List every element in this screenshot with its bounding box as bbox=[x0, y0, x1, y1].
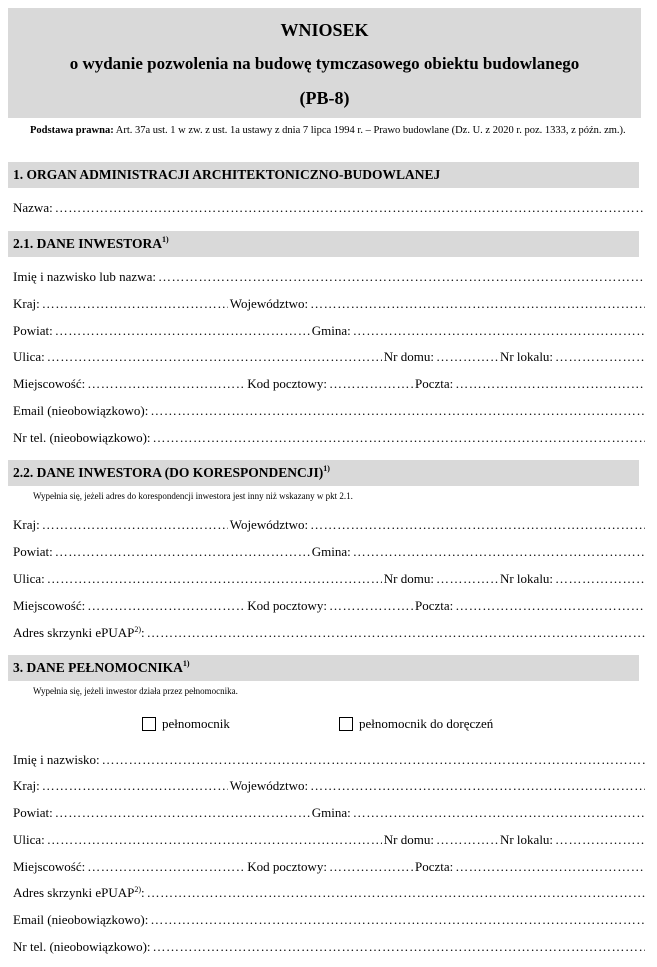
s3-powiat-row bbox=[13, 805, 645, 825]
s21-nr-domu-label: Nr domu: bbox=[383, 349, 434, 364]
s22-ulica-label: Ulica: bbox=[13, 571, 45, 586]
s3-proxy-type bbox=[0, 716, 657, 738]
s3-powiat-field[interactable] bbox=[55, 805, 310, 821]
s21-email-row bbox=[13, 403, 645, 423]
section-2-2-title: 2.2. DANE INWESTORA (DO KORESPONDENCJI) bbox=[13, 465, 324, 480]
s22-nr-lokalu-field[interactable] bbox=[555, 571, 645, 587]
s22-kraj-field[interactable] bbox=[42, 517, 228, 533]
s22-woj-label: Województwo: bbox=[229, 517, 309, 532]
s3-miejsc-field[interactable] bbox=[87, 859, 245, 875]
checkbox-pelnomocnik-box[interactable] bbox=[142, 717, 156, 731]
s3-kraj-row bbox=[13, 778, 645, 798]
s3-poczta-label: Poczta: bbox=[415, 859, 454, 874]
section-2-1-title: 2.1. DANE INWESTORA bbox=[13, 236, 163, 251]
section-2-2-header bbox=[8, 460, 639, 486]
s3-nr-domu-field[interactable] bbox=[436, 832, 498, 848]
s22-kod-label: Kod pocztowy: bbox=[247, 598, 328, 613]
form-title-box bbox=[8, 8, 641, 118]
s22-epuap-text: Adres skrzynki ePUAP bbox=[13, 625, 135, 640]
s21-email-field[interactable] bbox=[150, 403, 645, 419]
s3-imie-field[interactable] bbox=[102, 752, 645, 768]
s21-imie-row bbox=[13, 269, 645, 289]
s3-miejsc-row bbox=[13, 859, 645, 879]
s3-woj-label: Województwo: bbox=[229, 778, 309, 793]
s3-tel-field[interactable] bbox=[153, 939, 645, 955]
form-subtitle: o wydanie pozwolenia na budowę tymczasowego obiektu budowlanego bbox=[69, 54, 580, 73]
s3-tel-label: Nr tel. (nieobowiązkowo): bbox=[13, 939, 151, 954]
s21-miejsc-field[interactable] bbox=[87, 376, 245, 392]
s3-epuap-field[interactable] bbox=[147, 885, 645, 901]
s21-tel-field[interactable] bbox=[153, 430, 645, 446]
s22-woj-field[interactable] bbox=[310, 517, 645, 533]
checkbox-doreczen-label: pełnomocnik do doręczeń bbox=[359, 716, 494, 731]
s3-kod-field[interactable] bbox=[329, 859, 413, 875]
s3-woj-field[interactable] bbox=[310, 778, 645, 794]
s22-epuap-footnote: 2) bbox=[134, 625, 141, 634]
s3-nr-lokalu-field[interactable] bbox=[555, 832, 645, 848]
legal-basis-text: Art. 37a ust. 1 w zw. z ust. 1a ustawy z dnia 7 lipca 1994 r. – Prawo budowlane (Dz. U. z 2020 r. poz. 1333, z późn. zm.). bbox=[113, 125, 626, 136]
s21-nr-lokalu-field[interactable] bbox=[555, 349, 645, 365]
s22-note: Wypełnia się, jeżeli adres do korespondencji inwestora jest inny niż wskazany w pkt 2.1. bbox=[33, 491, 353, 501]
s21-ulica-field[interactable] bbox=[47, 349, 382, 365]
section-1-title: 1. ORGAN ADMINISTRACJI ARCHITEKTONICZNO-BUDOWLANEJ bbox=[13, 167, 441, 182]
s22-nr-domu-label: Nr domu: bbox=[383, 571, 434, 586]
s22-nr-lokalu-label: Nr lokalu: bbox=[499, 571, 554, 586]
s3-kraj-field[interactable] bbox=[42, 778, 228, 794]
s22-powiat-field[interactable] bbox=[55, 544, 310, 560]
s21-tel-row bbox=[13, 430, 645, 450]
s3-nr-lokalu-label: Nr lokalu: bbox=[499, 832, 554, 847]
s22-epuap-row bbox=[13, 625, 645, 645]
s3-epuap-row bbox=[13, 885, 645, 905]
s1-nazwa-field[interactable] bbox=[55, 200, 645, 216]
section-3-footnote: 1) bbox=[182, 659, 190, 668]
s22-epuap-label: Adres skrzynki ePUAP$^{2)}$: bbox=[13, 625, 145, 640]
s22-miejsc-label: Miejscowość: bbox=[13, 598, 86, 613]
s3-tel-row bbox=[13, 939, 645, 959]
s3-poczta-field[interactable] bbox=[455, 859, 645, 875]
s3-ulica-label: Ulica: bbox=[13, 832, 45, 847]
s21-kraj-field[interactable] bbox=[42, 296, 228, 312]
s21-kod-label: Kod pocztowy: bbox=[247, 376, 328, 391]
s22-kod-field[interactable] bbox=[329, 598, 413, 614]
s22-kraj-label: Kraj: bbox=[13, 517, 40, 532]
s21-imie-label: Imię i nazwisko lub nazwa: bbox=[13, 269, 156, 284]
s21-woj-label: Województwo: bbox=[229, 296, 309, 311]
checkbox-pelnomocnik-label: pełnomocnik bbox=[162, 716, 230, 731]
section-3-title: 3. DANE PEŁNOMOCNIKA bbox=[13, 660, 183, 675]
s21-powiat-field[interactable] bbox=[55, 323, 310, 339]
s22-nr-domu-field[interactable] bbox=[436, 571, 498, 587]
s22-kraj-row bbox=[13, 517, 645, 537]
s3-checkbox-doreczen[interactable] bbox=[339, 716, 493, 732]
s21-gmina-field[interactable] bbox=[353, 323, 645, 339]
s3-note: Wypełnia się, jeżeli inwestor działa przez pełnomocnika. bbox=[33, 686, 238, 696]
s1-nazwa-label: Nazwa: bbox=[13, 200, 53, 215]
s21-powiat-label: Powiat: bbox=[13, 323, 53, 338]
s21-kraj-row bbox=[13, 296, 645, 316]
s21-miejsc-label: Miejscowość: bbox=[13, 376, 86, 391]
s22-powiat-row bbox=[13, 544, 645, 564]
s3-epuap-label: Adres skrzynki ePUAP$^{2)}$: bbox=[13, 885, 145, 900]
s3-miejsc-label: Miejscowość: bbox=[13, 859, 86, 874]
s21-miejsc-row bbox=[13, 376, 645, 396]
s3-email-label: Email (nieobowiązkowo): bbox=[13, 912, 149, 927]
s3-kraj-label: Kraj: bbox=[13, 778, 40, 793]
s22-poczta-field[interactable] bbox=[455, 598, 645, 614]
s21-email-label: Email (nieobowiązkowo): bbox=[13, 403, 149, 418]
s3-epuap-text: Adres skrzynki ePUAP bbox=[13, 885, 135, 900]
s3-kod-label: Kod pocztowy: bbox=[247, 859, 328, 874]
s3-powiat-label: Powiat: bbox=[13, 805, 53, 820]
section-2-1-footnote: 1) bbox=[162, 235, 169, 244]
s3-checkbox-pelnomocnik[interactable] bbox=[142, 716, 230, 732]
s21-nr-domu-field[interactable] bbox=[436, 349, 498, 365]
s3-imie-row bbox=[13, 752, 645, 772]
s3-epuap-footnote: 2) bbox=[134, 885, 141, 894]
s21-gmina-label: Gmina: bbox=[311, 323, 351, 338]
legal-basis bbox=[30, 124, 630, 138]
s3-email-field[interactable] bbox=[150, 912, 645, 928]
s22-miejsc-field[interactable] bbox=[87, 598, 245, 614]
s22-ulica-field[interactable] bbox=[47, 571, 382, 587]
s1-nazwa-row bbox=[13, 200, 645, 220]
s22-gmina-label: Gmina: bbox=[311, 544, 351, 559]
form-title: WNIOSEK bbox=[280, 20, 369, 40]
s21-imie-field[interactable] bbox=[158, 269, 645, 285]
s3-gmina-field[interactable] bbox=[353, 805, 645, 821]
s3-ulica-field[interactable] bbox=[47, 832, 382, 848]
s22-poczta-label: Poczta: bbox=[415, 598, 454, 613]
s3-email-row bbox=[13, 912, 645, 932]
s21-ulica-label: Ulica: bbox=[13, 349, 45, 364]
s21-powiat-row bbox=[13, 323, 645, 343]
s21-poczta-label: Poczta: bbox=[415, 376, 454, 391]
s21-tel-label: Nr tel. (nieobowiązkowo): bbox=[13, 430, 151, 445]
section-2-2-footnote: 1) bbox=[323, 464, 330, 473]
s21-ulica-row bbox=[13, 349, 645, 369]
form-code: (PB-8) bbox=[299, 88, 350, 108]
section-3-header bbox=[8, 655, 639, 681]
s3-ulica-row bbox=[13, 832, 645, 852]
s21-woj-field[interactable] bbox=[310, 296, 645, 312]
section-2-1-header bbox=[8, 231, 639, 257]
s21-poczta-field[interactable] bbox=[455, 376, 645, 392]
s22-ulica-row bbox=[13, 571, 645, 591]
s3-imie-label: Imię i nazwisko: bbox=[13, 752, 100, 767]
s22-miejsc-row bbox=[13, 598, 645, 618]
s3-nr-domu-label: Nr domu: bbox=[383, 832, 434, 847]
s22-gmina-field[interactable] bbox=[353, 544, 645, 560]
s21-kraj-label: Kraj: bbox=[13, 296, 40, 311]
s21-nr-lokalu-label: Nr lokalu: bbox=[499, 349, 554, 364]
s21-kod-field[interactable] bbox=[329, 376, 413, 392]
s3-gmina-label: Gmina: bbox=[311, 805, 351, 820]
section-1-header bbox=[8, 162, 639, 188]
s22-epuap-field[interactable] bbox=[147, 625, 645, 641]
legal-basis-label: Podstawa prawna: bbox=[30, 125, 114, 136]
checkbox-doreczen-box[interactable] bbox=[339, 717, 353, 731]
s22-powiat-label: Powiat: bbox=[13, 544, 53, 559]
